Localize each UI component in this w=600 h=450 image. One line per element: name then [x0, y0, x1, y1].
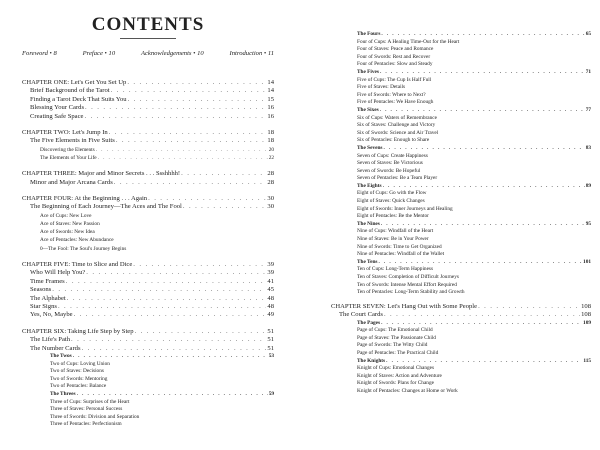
toc-entry: The Alphabet . . . 48	[22, 295, 274, 303]
toc-entry: The Court Cards . . . 108	[331, 311, 591, 319]
toc-entry: Who Will Help You? . . . 39	[22, 269, 274, 277]
list-item: Knight of Staves: Action and Adventure	[357, 372, 442, 379]
toc-entry: The Eights . . . 89	[331, 183, 591, 191]
toc-entry: Star Signs . . . 48	[22, 303, 274, 311]
list-item: Five of Swords: Where to Next?	[357, 91, 426, 98]
chapter-one-entry: CHAPTER ONE: Let's Get You Set Up . . . 14	[22, 79, 274, 87]
list-item: Ten of Swords: Intense Mental Effort Required	[357, 281, 457, 288]
toc-entry: Minor and Major Arcana Cards . . . 28	[22, 179, 274, 187]
list-item: Three of Pentacles: Perfectionism	[50, 421, 122, 428]
toc-entry: Creating Safe Space . . . 16	[22, 113, 274, 121]
list-item: Four of Staves: Peace and Romance	[357, 46, 434, 53]
toc-entry: Seasons . . . 45	[22, 286, 274, 294]
toc-entry: Discovering the Elements . . . 20	[22, 146, 274, 154]
toc-entry: The Twos . . . 53	[22, 353, 274, 361]
list-item: Nine of Cups: Windfall of the Heart	[357, 228, 434, 235]
list-item: Page of Pentacles: The Practical Child	[357, 349, 439, 356]
front-matter-introduction: Introduction • 11	[229, 50, 274, 57]
list-item: Eight of Pentacles: Be the Mentor	[357, 213, 429, 220]
toc-entry: The Pages . . . 109	[331, 320, 591, 328]
list-item: Five of Cups: The Cup Is Half Full	[357, 76, 432, 83]
toc-entry: The Number Cards . . . 51	[22, 345, 274, 353]
toc-entry: The Knights . . . 115	[331, 358, 591, 366]
toc-entry: Finding a Tarot Deck That Suits You . . . 15	[22, 96, 274, 104]
list-item: Eight of Staves: Quick Changes	[357, 198, 425, 205]
list-item: Seven of Pentacles: Be a Team Player	[357, 175, 438, 182]
list-item: Ten of Pentacles: Long-Term Stability and Growth	[357, 289, 465, 296]
list-item: Knight of Swords: Plans for Change	[357, 380, 434, 387]
toc-entry: Brief Background of the Tarot . . . 14	[22, 87, 274, 95]
front-matter-preface: Preface • 10	[82, 50, 116, 57]
list-item: Four of Cups: A Healing Time-Out for the Heart	[357, 38, 460, 45]
list-item: Nine of Pentacles: Windfall of the Wallet	[357, 251, 445, 258]
left-column	[22, 79, 274, 429]
toc-entry: The Fives . . . 71	[331, 69, 591, 77]
toc-entry: Yes, No, Maybe . . . 49	[22, 311, 274, 319]
list-item: Five of Staves: Details	[357, 84, 406, 91]
toc-entry: The Beginning of Each Journey—The Aces and The Fool . . . 30	[22, 203, 274, 211]
list-item: Six of Cups: Waters of Remembrance	[357, 114, 437, 121]
chapter-four-entry: CHAPTER FOUR: At the Beginning . . . Again . . . 30	[22, 195, 274, 203]
list-item: Page of Swords: The Witty Child	[357, 342, 428, 349]
chapter-six-entry: CHAPTER SIX: Taking Life Step by Step . . . 51	[22, 328, 274, 336]
list-item: Nine of Swords: Time to Get Organized	[357, 243, 442, 250]
list-item: Two of Swords: Mentoring	[50, 375, 108, 382]
list-item: Six of Pentacles: Enough to Share	[357, 137, 430, 144]
list-item: Seven of Cups: Create Happiness	[357, 152, 428, 159]
front-matter-row	[22, 50, 274, 57]
toc-entry: The Five Elements in Five Suits . . . 18	[22, 137, 274, 145]
list-item: Ace of Swords: New Idea	[40, 229, 95, 236]
list-item: Four of Swords: Rest and Recover	[357, 53, 431, 60]
list-item: Knight of Pentacles: Changes at Home or Work	[357, 387, 458, 394]
toc-entry: The Tens . . . 101	[331, 259, 591, 267]
list-item: 0—The Fool: The Soul's Journey Begins	[40, 245, 127, 252]
title-rule	[120, 38, 176, 39]
list-item: Eight of Swords: Inner Journeys and Healing	[357, 205, 453, 212]
list-item: Two of Pentacles: Balance	[50, 383, 107, 390]
toc-entry: The Life's Path . . . 51	[22, 336, 274, 344]
list-item: Three of Staves: Personal Success	[50, 406, 123, 413]
chapter-three-entry: CHAPTER THREE: Major and Minor Secrets . . . Ssshhhh! . . . 28	[22, 170, 274, 178]
toc-entry: Blessing Your Cards . . . 16	[22, 104, 274, 112]
front-matter-foreword: Foreword • 8	[22, 50, 57, 57]
list-item: Ace of Cups: New Love	[40, 212, 92, 219]
list-item: Five of Pentacles: We Have Enough	[357, 99, 434, 106]
list-item: Four of Pentacles: Slow and Steady	[357, 61, 433, 68]
list-item: Seven of Swords: Be Hopeful	[357, 167, 421, 174]
list-item: Six of Swords: Science and Air Travel	[357, 129, 439, 136]
list-item: Page of Cups: The Emotional Child	[357, 327, 433, 334]
list-item: Two of Cups: Loving Union	[50, 360, 110, 367]
list-item: Ten of Staves: Completion of Difficult Journeys	[357, 274, 459, 280]
list-item: Ace of Staves: New Passion	[40, 221, 100, 228]
list-item: Two of Staves: Decisions	[50, 368, 104, 375]
toc-entry: The Sixes . . . 77	[331, 107, 591, 115]
toc-entry: The Threes . . . 59	[22, 391, 274, 399]
list-item: Three of Swords: Division and Separation	[50, 413, 140, 420]
toc-entry: The Fours . . . 65	[331, 31, 591, 39]
list-item: Seven of Staves: Be Victorious	[357, 160, 423, 167]
chapter-seven-entry: CHAPTER SEVEN: Let's Hang Out with Some People . . . 108	[331, 303, 591, 311]
list-item: Three of Cups: Surprises of the Heart	[50, 398, 130, 405]
toc-entry: The Nines . . . 95	[331, 221, 591, 229]
toc-entry: Time Frames . . . 41	[22, 278, 274, 286]
chapter-two-entry: CHAPTER TWO: Let's Jump In . . . 18	[22, 129, 274, 137]
page-title: CONTENTS	[91, 14, 205, 35]
list-item: Eight of Cups: Go with the Flow	[357, 190, 427, 197]
front-matter-acknowledgements: Acknowledgements • 10	[140, 50, 204, 57]
toc-entry: The Sevens . . . 83	[331, 145, 591, 153]
right-column	[331, 31, 591, 396]
list-item: Page of Staves: The Passionate Child	[357, 334, 436, 341]
list-item: Nine of Staves: Be in Your Power	[357, 236, 429, 243]
chapter-five-entry: CHAPTER FIVE: Time to Slice and Dice . . . 39	[22, 261, 274, 269]
list-item: Ten of Cups: Long-Term Happiness	[357, 266, 434, 273]
list-item: Knight of Cups: Emotional Changes	[357, 365, 435, 372]
toc-entry: The Elements of Your Life . . . 22	[22, 154, 274, 162]
list-item: Ace of Pentacles: New Abundance	[40, 237, 114, 244]
list-item: Six of Staves: Challenge and Victory	[357, 122, 436, 129]
